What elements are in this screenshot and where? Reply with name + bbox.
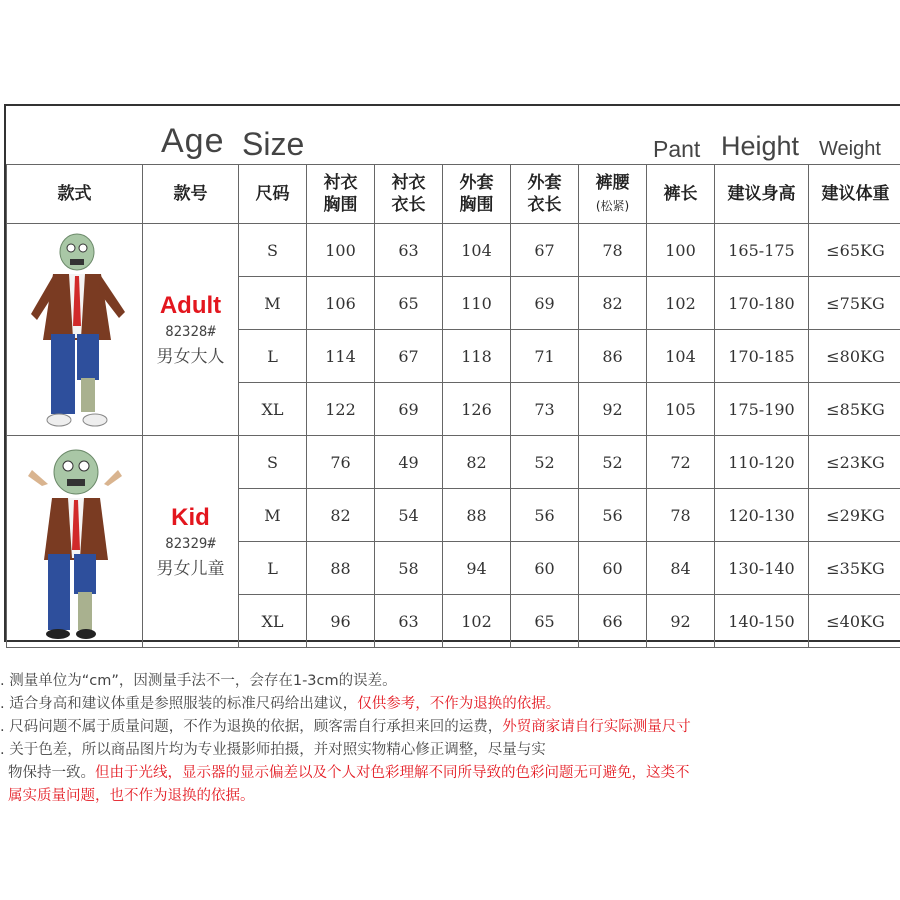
coat-length-cell: 69 bbox=[511, 277, 579, 330]
height-cell: 110-120 bbox=[715, 436, 809, 489]
height-cell: 170-180 bbox=[715, 277, 809, 330]
note-line: . 尺码问题不属于质量问题，不作为退换的依据，顾客需自行承担来回的运费，外贸商家请自行实际测量尺寸 bbox=[0, 719, 691, 735]
waist-cell: 78 bbox=[579, 224, 647, 277]
weight-cell: ≤80KG bbox=[809, 330, 900, 383]
note-line: . 关于色差，所以商品图片均为专业摄影师拍摄，并对照实物精心修正调整，尽量与实 bbox=[0, 742, 546, 758]
coat-length-cell: 71 bbox=[511, 330, 579, 383]
size-cell: L bbox=[239, 542, 307, 595]
weight-heading: Weight bbox=[819, 138, 881, 160]
weight-cell: ≤65KG bbox=[809, 224, 900, 277]
shirt-length-cell: 63 bbox=[375, 595, 443, 648]
note-line: . 测量单位为“cm”，因测量手法不一，会存在1-3cm的误差。 bbox=[0, 673, 397, 689]
coat-chest-cell: 118 bbox=[443, 330, 511, 383]
adult-costume-image-cell bbox=[7, 224, 143, 436]
height-cell: 140-150 bbox=[715, 595, 809, 648]
size-cell: S bbox=[239, 436, 307, 489]
pant-length-cell: 102 bbox=[647, 277, 715, 330]
adult-label: Adult bbox=[159, 292, 222, 319]
col-header-code: 款号 bbox=[143, 165, 239, 224]
col-header-coat-length: 外套 衣长 bbox=[511, 165, 579, 224]
coat-chest-cell: 126 bbox=[443, 383, 511, 436]
shirt-chest-cell: 96 bbox=[307, 595, 375, 648]
size-chart bbox=[4, 104, 900, 642]
coat-length-cell: 52 bbox=[511, 436, 579, 489]
coat-chest-cell: 104 bbox=[443, 224, 511, 277]
adult-code: 82328# bbox=[165, 324, 216, 340]
col-header-height: 建议身高 bbox=[715, 165, 809, 224]
size-cell: M bbox=[239, 277, 307, 330]
col-header-weight: 建议体重 bbox=[809, 165, 900, 224]
col-header-waist: 裤腰 (松紧) bbox=[579, 165, 647, 224]
col-header-pant-length: 裤长 bbox=[647, 165, 715, 224]
shirt-chest-cell: 88 bbox=[307, 542, 375, 595]
coat-length-cell: 65 bbox=[511, 595, 579, 648]
waist-cell: 52 bbox=[579, 436, 647, 489]
coat-chest-cell: 110 bbox=[443, 277, 511, 330]
col-header-coat-chest: 外套 胸围 bbox=[443, 165, 511, 224]
pant-length-cell: 105 bbox=[647, 383, 715, 436]
height-cell: 165-175 bbox=[715, 224, 809, 277]
coat-chest-cell: 88 bbox=[443, 489, 511, 542]
size-cell: M bbox=[239, 489, 307, 542]
kid-audience: 男女儿童 bbox=[156, 559, 225, 579]
height-cell: 175-190 bbox=[715, 383, 809, 436]
table-row bbox=[7, 436, 900, 489]
pant-length-cell: 100 bbox=[647, 224, 715, 277]
shirt-chest-cell: 114 bbox=[307, 330, 375, 383]
col-header-shirt-length: 衬衣 衣长 bbox=[375, 165, 443, 224]
weight-cell: ≤40KG bbox=[809, 595, 900, 648]
adult-costume-image bbox=[15, 230, 135, 430]
size-table bbox=[6, 164, 900, 648]
kid-label-cell bbox=[143, 436, 239, 648]
height-heading: Height bbox=[721, 131, 800, 161]
shirt-chest-cell: 122 bbox=[307, 383, 375, 436]
shirt-length-cell: 54 bbox=[375, 489, 443, 542]
waist-cell: 56 bbox=[579, 489, 647, 542]
table-header-row bbox=[7, 165, 900, 224]
kid-costume-image-cell bbox=[7, 436, 143, 648]
weight-cell: ≤75KG bbox=[809, 277, 900, 330]
adult-label-cell bbox=[143, 224, 239, 436]
size-cell: XL bbox=[239, 383, 307, 436]
pant-length-cell: 84 bbox=[647, 542, 715, 595]
shirt-length-cell: 67 bbox=[375, 330, 443, 383]
size-cell: L bbox=[239, 330, 307, 383]
shirt-length-cell: 49 bbox=[375, 436, 443, 489]
col-header-size: 尺码 bbox=[239, 165, 307, 224]
col-header-style: 款式 bbox=[7, 165, 143, 224]
size-notes bbox=[0, 670, 900, 808]
waist-cell: 60 bbox=[579, 542, 647, 595]
pant-heading: Pant bbox=[653, 136, 701, 162]
shirt-chest-cell: 76 bbox=[307, 436, 375, 489]
kid-label: Kid bbox=[171, 504, 210, 531]
kid-code: 82329# bbox=[165, 536, 216, 552]
pant-length-cell: 92 bbox=[647, 595, 715, 648]
shirt-length-cell: 63 bbox=[375, 224, 443, 277]
coat-chest-cell: 102 bbox=[443, 595, 511, 648]
pant-length-cell: 72 bbox=[647, 436, 715, 489]
coat-length-cell: 67 bbox=[511, 224, 579, 277]
waist-cell: 82 bbox=[579, 277, 647, 330]
size-cell: S bbox=[239, 224, 307, 277]
adult-audience: 男女大人 bbox=[156, 347, 225, 367]
pant-length-cell: 78 bbox=[647, 489, 715, 542]
weight-cell: ≤85KG bbox=[809, 383, 900, 436]
coat-length-cell: 60 bbox=[511, 542, 579, 595]
kid-costume-image bbox=[20, 444, 130, 640]
coat-chest-cell: 82 bbox=[443, 436, 511, 489]
size-heading: Size bbox=[242, 126, 305, 162]
size-cell: XL bbox=[239, 595, 307, 648]
shirt-length-cell: 65 bbox=[375, 277, 443, 330]
weight-cell: ≤29KG bbox=[809, 489, 900, 542]
height-cell: 130-140 bbox=[715, 542, 809, 595]
coat-length-cell: 73 bbox=[511, 383, 579, 436]
shirt-length-cell: 58 bbox=[375, 542, 443, 595]
shirt-chest-cell: 100 bbox=[307, 224, 375, 277]
note-line: 物保持一致。但由于光线，显示器的显示偏差以及个人对色彩理解不同所导致的色彩问题无可避免，这类不 bbox=[8, 765, 690, 781]
waist-cell: 92 bbox=[579, 383, 647, 436]
height-cell: 120-130 bbox=[715, 489, 809, 542]
waist-cell: 86 bbox=[579, 330, 647, 383]
weight-cell: ≤35KG bbox=[809, 542, 900, 595]
col-header-shirt-chest: 衬衣 胸围 bbox=[307, 165, 375, 224]
height-cell: 170-185 bbox=[715, 330, 809, 383]
shirt-chest-cell: 106 bbox=[307, 277, 375, 330]
shirt-chest-cell: 82 bbox=[307, 489, 375, 542]
shirt-length-cell: 69 bbox=[375, 383, 443, 436]
coat-length-cell: 56 bbox=[511, 489, 579, 542]
coat-chest-cell: 94 bbox=[443, 542, 511, 595]
note-line: 属实质量问题，也不作为退换的依据。 bbox=[8, 788, 255, 804]
note-line: . 适合身高和建议体重是参照服装的标准尺码给出建议，仅供参考，不作为退换的依据。 bbox=[0, 696, 561, 712]
weight-cell: ≤23KG bbox=[809, 436, 900, 489]
chart-header bbox=[6, 106, 900, 165]
waist-cell: 66 bbox=[579, 595, 647, 648]
pant-length-cell: 104 bbox=[647, 330, 715, 383]
table-row bbox=[7, 224, 900, 277]
age-heading: Age bbox=[161, 122, 225, 160]
